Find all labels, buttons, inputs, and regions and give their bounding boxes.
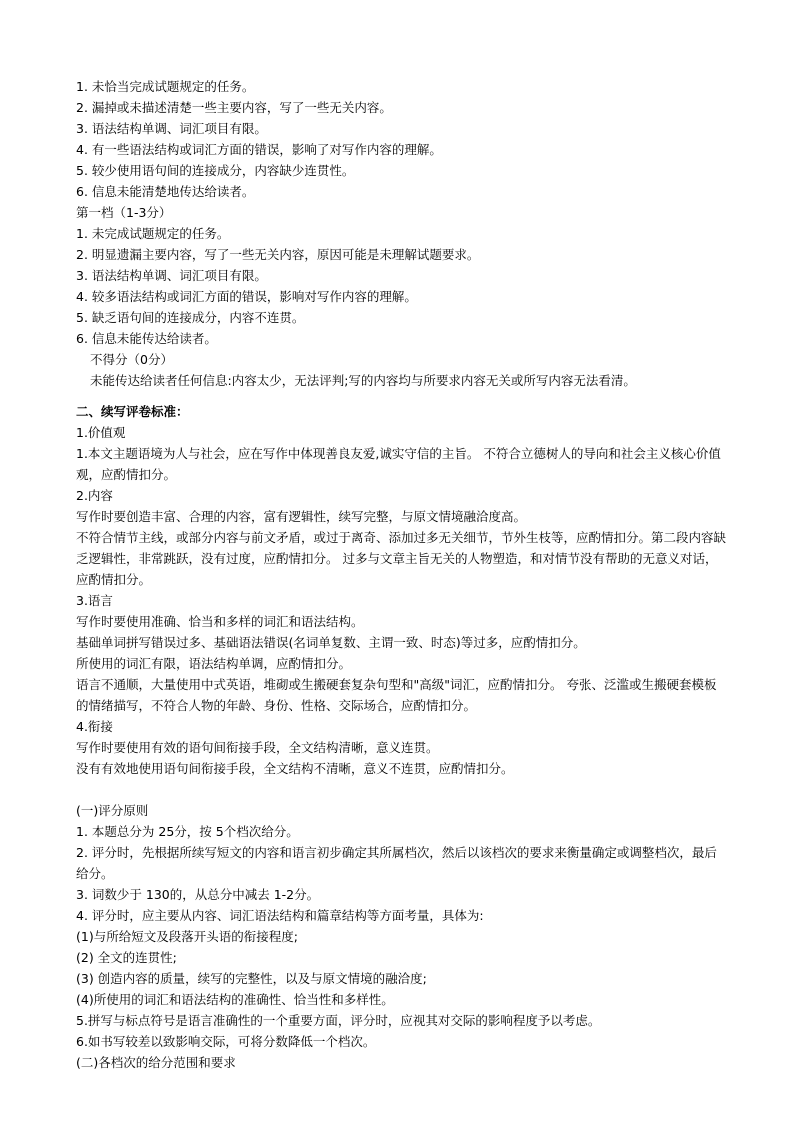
cohesion-text-2: 没有有效地使用语句间衔接手段，全文结构不清晰，意义不连贯，应酌情扣分。 (76, 761, 514, 776)
list-item: 2. 漏掉或未描述清楚一些主要内容，写了一些无关内容。 (76, 100, 392, 115)
list-item: 5.拼写与标点符号是语言准确性的一个重要方面，评分时，应视其对交际的影响程度予以考虑。 (76, 1013, 601, 1028)
list-item: (2) 全文的连贯性; (76, 950, 177, 965)
list-item: 1. 未恰当完成试题规定的任务。 (76, 79, 255, 94)
list-item: (3) 创造内容的质量，续写的完整性，以及与原文情境的融洽度; (76, 971, 427, 986)
document-content (76, 76, 726, 1073)
tier1-title: 第一档（1-3分） (76, 205, 172, 220)
language-text-2: 基础单词拼写错误过多、基础语法错误(名词单复数、主谓一致、时态)等过多，应酌情扣分。 (76, 635, 586, 650)
list-item: 6. 信息未能清楚地传达给读者。 (76, 184, 255, 199)
list-item: (4)所使用的词汇和语法结构的准确性、恰当性和多样性。 (76, 992, 394, 1007)
criteria-list-top (76, 76, 726, 202)
language-text-3: 所使用的词汇有限，语法结构单调，应酌情扣分。 (76, 656, 352, 671)
list-item: 1. 本题总分为 25分，按 5个档次给分。 (76, 824, 299, 839)
list-item: 1. 未完成试题规定的任务。 (76, 226, 230, 241)
zero-score-desc: 未能传达给读者任何信息:内容太少，无法评判;写的内容均与所要求内容无关或所写内容无法看清。 (90, 373, 636, 388)
principles-list (76, 821, 726, 1052)
list-item: 6.如书写较差以致影响交际，可将分数降低一个档次。 (76, 1034, 376, 1049)
list-item: 2. 明显遗漏主要内容，写了一些无关内容，原因可能是未理解试题要求。 (76, 247, 480, 262)
cohesion-text-1: 写作时要使用有效的语句间衔接手段，全文结构清晰，意义连贯。 (76, 740, 439, 755)
list-item: 3. 语法结构单调、词汇项目有限。 (76, 268, 267, 283)
cohesion-heading: 4.衔接 (76, 719, 113, 734)
value-text: 1.本文主题语境为人与社会，应在写作中体现善良友爱,诚实守信的主旨。 不符合立德树人的导向和社会主义核心价值观，应酌情扣分。 (76, 446, 721, 482)
language-text-4: 语言不通顺，大量使用中式英语，堆砌或生搬硬套复杂句型和"高级"词汇，应酌情扣分。 夸张、泛滥或生搬硬套模板的情绪描写，不符合人物的年龄、身份、性格、交际场合，应酌情扣分。 (76, 677, 717, 713)
list-item: 4. 评分时，应主要从内容、词汇语法结构和篇章结构等方面考量，具体为: (76, 908, 484, 923)
list-item: 4. 较多语法结构或词汇方面的错误，影响对写作内容的理解。 (76, 289, 417, 304)
principles-title: (一)评分原则 (76, 803, 149, 818)
list-item: (1)与所给短文及段落开头语的衔接程度; (76, 929, 298, 944)
content-text-1: 写作时要创造丰富、合理的内容，富有逻辑性，续写完整，与原文情境融洽度高。 (76, 509, 527, 524)
score-ranges-title: (二)各档次的给分范围和要求 (76, 1055, 236, 1070)
zero-score-title: 不得分（0分） (90, 352, 173, 367)
tier1-list (76, 223, 726, 349)
content-heading: 2.内容 (76, 488, 113, 503)
list-item: 2. 评分时，先根据所续写短文的内容和语言初步确定其所属档次，然后以该档次的要求来衡量确定或调整档次，最后给分。 (76, 845, 717, 881)
list-item: 3. 语法结构单调、词汇项目有限。 (76, 121, 267, 136)
list-item: 6. 信息未能传达给读者。 (76, 331, 217, 346)
language-text-1: 写作时要使用准确、恰当和多样的词汇和语法结构。 (76, 614, 364, 629)
value-heading: 1.价值观 (76, 425, 126, 440)
continuation-criteria-title: 二、续写评卷标准： (76, 404, 189, 419)
list-item: 5. 缺乏语句间的连接成分，内容不连贯。 (76, 310, 305, 325)
language-heading: 3.语言 (76, 593, 113, 608)
list-item: 5. 较少使用语句间的连接成分，内容缺少连贯性。 (76, 163, 355, 178)
list-item: 3. 词数少于 130的，从总分中减去 1-2分。 (76, 887, 320, 902)
list-item: 4. 有一些语法结构或词汇方面的错误，影响了对写作内容的理解。 (76, 142, 442, 157)
content-text-2: 不符合情节主线，或部分内容与前文矛盾，或过于离奇、添加过多无关细节，节外生枝等，应酌情扣分。第二段内容缺乏逻辑性，非常跳跃，没有过度，应酌情扣分。 过多与文章主旨无关的人物塑造，和对情节没有帮助的无意义对话，应酌情扣分。 (76, 530, 727, 587)
